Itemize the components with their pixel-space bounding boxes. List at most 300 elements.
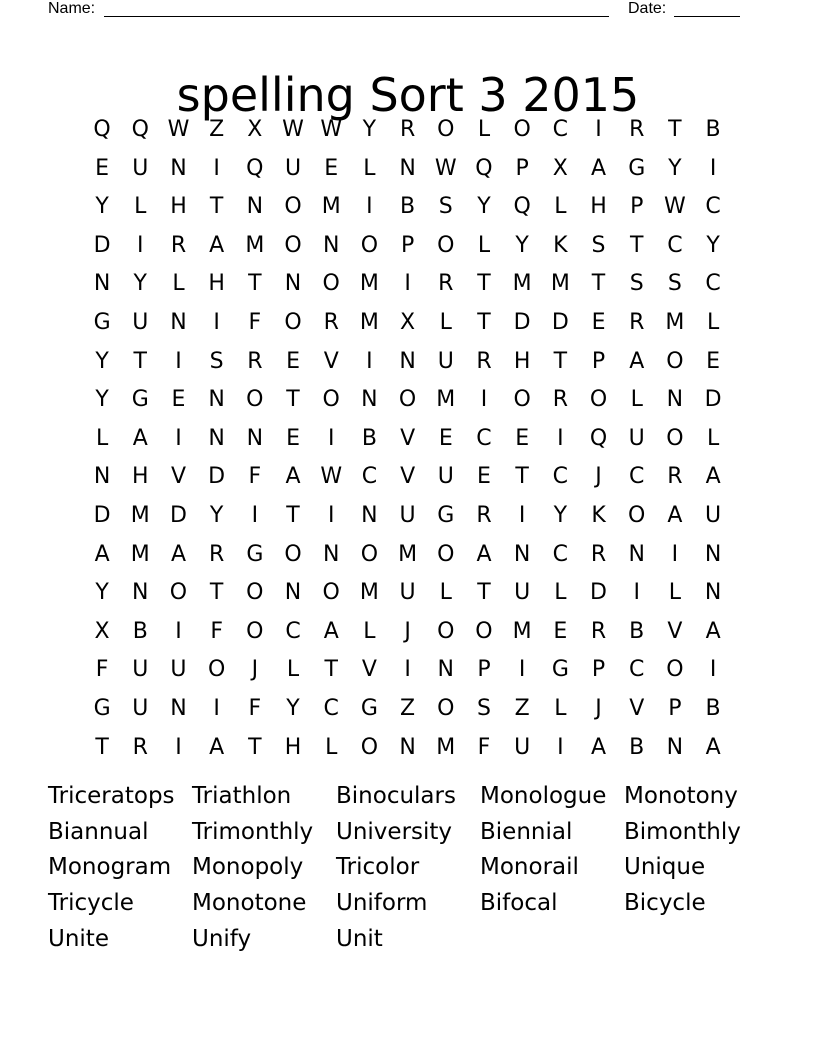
grid-cell[interactable]: E	[286, 348, 300, 374]
grid-cell[interactable]: N	[399, 155, 416, 181]
grid-cell[interactable]: N	[666, 734, 684, 760]
grid-cell[interactable]: C	[667, 232, 683, 258]
grid-cell[interactable]: X	[552, 155, 568, 181]
grid-cell[interactable]: G	[628, 155, 646, 181]
grid-cell[interactable]: G	[93, 695, 111, 721]
grid-cell[interactable]: O	[284, 309, 302, 335]
grid-cell[interactable]: M	[321, 194, 341, 220]
grid-cell[interactable]: O	[284, 194, 302, 220]
grid-cell[interactable]: M	[550, 271, 570, 297]
grid-cell[interactable]: Y	[286, 695, 300, 721]
grid-cell[interactable]: L	[363, 155, 376, 181]
word-list-item: Monopoly	[192, 854, 304, 881]
word-list-item: Triathlon	[192, 783, 292, 809]
grid-cell[interactable]: O	[437, 618, 455, 644]
grid-cell[interactable]: I	[557, 425, 564, 451]
grid-cell[interactable]: D	[169, 502, 187, 528]
grid-cell[interactable]: O	[207, 657, 226, 683]
grid-cell[interactable]: U	[437, 464, 454, 490]
grid-cell[interactable]: U	[705, 502, 722, 528]
grid-cell[interactable]: X	[94, 618, 110, 644]
grid-cell[interactable]: S	[591, 232, 606, 258]
grid-cell[interactable]: T	[286, 502, 300, 528]
grid-cell[interactable]: R	[438, 271, 454, 297]
grid-cell[interactable]: R	[667, 464, 683, 490]
grid-cell[interactable]: E	[95, 155, 110, 181]
grid-cell[interactable]: Y	[362, 117, 377, 142]
grid-cell[interactable]: X	[400, 309, 416, 335]
grid-cell[interactable]: T	[668, 117, 682, 142]
grid-cell[interactable]: A	[705, 618, 721, 644]
grid-cell[interactable]: N	[666, 387, 684, 413]
grid-cell[interactable]: N	[170, 695, 187, 721]
grid-cell[interactable]: N	[208, 425, 225, 451]
grid-cell[interactable]: G	[131, 387, 149, 413]
grid-cell[interactable]: E	[553, 618, 568, 644]
grid-cell[interactable]: E	[515, 425, 530, 451]
grid-cell[interactable]: E	[438, 425, 453, 451]
grid-cell[interactable]: I	[633, 580, 640, 606]
grid-cell[interactable]: Y	[95, 194, 109, 220]
grid-cell[interactable]: S	[629, 271, 644, 297]
word-list-item: Uniform	[336, 890, 428, 917]
grid-cell[interactable]: H	[170, 194, 187, 220]
grid-cell[interactable]: T	[629, 232, 644, 258]
grid-cell[interactable]: O	[169, 580, 188, 606]
grid-cell[interactable]: N	[399, 348, 416, 374]
grid-cell[interactable]: T	[95, 734, 109, 760]
grid-cell[interactable]: O	[437, 695, 455, 721]
grid-cell[interactable]: U	[132, 695, 149, 721]
grid-cell[interactable]: O	[437, 117, 455, 142]
grid-cell[interactable]: O	[666, 657, 684, 683]
grid-cell[interactable]: F	[248, 464, 262, 490]
grid-cell[interactable]: Y	[95, 387, 109, 413]
grid-cell[interactable]: V	[629, 695, 645, 721]
grid-cell[interactable]: S	[667, 271, 682, 297]
grid-cell[interactable]: N	[284, 580, 302, 606]
grid-cell[interactable]: Z	[514, 695, 530, 721]
grid-cell[interactable]: Z	[209, 117, 225, 142]
grid-cell[interactable]: I	[366, 194, 373, 220]
grid-cell[interactable]: G	[360, 695, 378, 721]
grid-cell[interactable]: L	[95, 425, 109, 451]
grid-cell[interactable]: R	[590, 618, 607, 644]
grid-cell[interactable]: A	[591, 155, 607, 181]
grid-cell[interactable]: N	[361, 502, 378, 528]
grid-cell[interactable]: Q	[589, 425, 608, 451]
grid-cell[interactable]: W	[320, 117, 343, 142]
grid-cell[interactable]: L	[706, 425, 720, 451]
grid-cell[interactable]: R	[209, 541, 225, 567]
grid-cell[interactable]: O	[628, 502, 646, 528]
grid-cell[interactable]: A	[285, 464, 301, 490]
grid-cell[interactable]: N	[132, 580, 149, 606]
grid-cell[interactable]: R	[323, 309, 339, 335]
grid-cell[interactable]: T	[209, 194, 224, 220]
grid-cell[interactable]: R	[247, 348, 263, 374]
grid-cell[interactable]: I	[175, 348, 182, 374]
grid-cell[interactable]: O	[475, 618, 493, 644]
grid-cell[interactable]: A	[591, 734, 607, 760]
grid-cell[interactable]: I	[404, 657, 411, 683]
grid-cell[interactable]: Q	[93, 117, 111, 142]
grid-cell[interactable]: M	[398, 541, 418, 567]
grid-cell[interactable]: E	[324, 155, 339, 181]
grid-cell[interactable]: N	[246, 194, 264, 220]
grid-cell[interactable]: D	[513, 309, 531, 335]
grid-cell[interactable]: Q	[475, 155, 493, 181]
grid-cell[interactable]: T	[133, 348, 147, 374]
grid-cell[interactable]: M	[359, 580, 379, 606]
grid-cell[interactable]: M	[245, 232, 265, 258]
grid-cell[interactable]: L	[477, 117, 491, 142]
grid-cell[interactable]: I	[213, 695, 220, 721]
grid-cell[interactable]: L	[554, 695, 567, 721]
grid-cell[interactable]: L	[554, 194, 567, 220]
grid-cell[interactable]: O	[437, 232, 455, 258]
grid-cell[interactable]: V	[400, 464, 416, 490]
grid-cell[interactable]: G	[551, 657, 569, 683]
grid-cell[interactable]: C	[552, 117, 569, 142]
grid-cell[interactable]: T	[553, 348, 568, 374]
grid-cell[interactable]: O	[666, 348, 684, 374]
grid-cell[interactable]: T	[477, 580, 491, 606]
grid-cell[interactable]: I	[671, 541, 679, 567]
grid-cell[interactable]: R	[476, 502, 492, 528]
grid-cell[interactable]: Z	[400, 695, 416, 721]
grid-cell[interactable]: Y	[477, 194, 491, 220]
grid-cell[interactable]: R	[629, 309, 645, 335]
grid-cell[interactable]: D	[551, 309, 569, 335]
grid-cell[interactable]: S	[476, 695, 491, 721]
grid-cell[interactable]: J	[595, 464, 602, 490]
grid-cell[interactable]: M	[512, 618, 532, 644]
grid-cell[interactable]: I	[366, 348, 373, 374]
grid-cell[interactable]: P	[630, 194, 644, 220]
grid-cell[interactable]: M	[130, 541, 150, 567]
grid-cell[interactable]: Y	[515, 232, 529, 258]
grid-cell[interactable]: E	[591, 309, 606, 335]
grid-cell[interactable]: N	[322, 541, 340, 567]
grid-cell[interactable]: N	[322, 232, 340, 258]
grid-cell[interactable]: L	[439, 580, 452, 606]
grid-cell[interactable]: U	[284, 155, 302, 181]
grid-cell[interactable]: Y	[668, 155, 682, 181]
grid-cell[interactable]: U	[399, 502, 416, 528]
grid-cell[interactable]: R	[399, 117, 416, 142]
grid-cell[interactable]: U	[514, 734, 531, 760]
grid-cell[interactable]: Q	[131, 117, 149, 142]
grid-cell[interactable]: N	[93, 464, 111, 490]
grid-cell[interactable]: O	[360, 734, 379, 760]
grid-cell[interactable]: O	[360, 541, 379, 567]
grid-cell[interactable]: U	[514, 580, 531, 606]
grid-cell[interactable]: A	[476, 541, 492, 567]
grid-cell[interactable]: L	[706, 309, 720, 335]
grid-cell[interactable]: T	[209, 580, 224, 606]
grid-cell[interactable]: Q	[513, 194, 531, 220]
grid-cell[interactable]: C	[629, 464, 645, 490]
grid-cell[interactable]: C	[552, 464, 569, 490]
grid-cell[interactable]: U	[437, 348, 454, 374]
grid-cell[interactable]: N	[399, 734, 416, 760]
grid-cell[interactable]: B	[705, 117, 721, 142]
grid-cell[interactable]: B	[629, 618, 645, 644]
grid-cell[interactable]: V	[323, 348, 339, 374]
grid-cell[interactable]: C	[552, 541, 569, 567]
grid-cell[interactable]: I	[480, 387, 488, 413]
grid-cell[interactable]: F	[248, 309, 262, 335]
grid-cell[interactable]: S	[209, 348, 224, 374]
grid-cell[interactable]: L	[668, 580, 682, 606]
grid-cell[interactable]: I	[327, 502, 335, 528]
grid-cell[interactable]: P	[400, 232, 415, 258]
grid-cell[interactable]: Y	[553, 502, 568, 528]
grid-cell[interactable]: N	[93, 271, 111, 297]
grid-cell[interactable]: T	[248, 734, 262, 760]
grid-cell[interactable]: W	[320, 464, 343, 490]
grid-cell[interactable]: F	[477, 734, 491, 760]
grid-cell[interactable]: H	[284, 734, 302, 760]
grid-cell[interactable]: P	[591, 348, 606, 374]
grid-cell[interactable]: A	[323, 618, 339, 644]
grid-cell[interactable]: L	[363, 618, 376, 644]
grid-cell[interactable]: U	[132, 309, 149, 335]
grid-cell[interactable]: N	[246, 425, 264, 451]
grid-cell[interactable]: O	[666, 425, 684, 451]
grid-cell[interactable]: P	[591, 657, 606, 683]
grid-cell[interactable]: D	[208, 464, 226, 490]
grid-cell[interactable]: A	[705, 734, 721, 760]
header	[48, 0, 748, 20]
grid-cell[interactable]: I	[175, 734, 182, 760]
word-list-item: Triceratops	[48, 783, 175, 809]
grid-cell[interactable]: J	[404, 618, 411, 644]
grid-cell[interactable]: X	[247, 117, 263, 142]
grid-cell[interactable]: I	[518, 657, 526, 683]
grid-cell[interactable]: V	[170, 464, 186, 490]
grid-cell[interactable]: A	[209, 734, 225, 760]
grid-cell[interactable]: M	[130, 502, 150, 528]
grid-cell[interactable]: P	[477, 657, 491, 683]
grid-cell[interactable]: E	[477, 464, 491, 490]
grid-cell[interactable]: A	[209, 232, 225, 258]
grid-cell[interactable]: V	[361, 657, 377, 683]
grid-cell[interactable]: H	[132, 464, 149, 490]
grid-cell[interactable]: Q	[246, 155, 264, 181]
grid-cell[interactable]: G	[437, 502, 455, 528]
grid-cell[interactable]: Y	[706, 232, 720, 258]
grid-cell[interactable]: N	[170, 155, 187, 181]
grid-cell[interactable]: A	[667, 502, 683, 528]
grid-cell[interactable]: C	[705, 194, 721, 220]
grid-cell[interactable]: R	[132, 734, 148, 760]
grid-cell[interactable]: F	[248, 695, 262, 721]
grid-cell[interactable]: B	[132, 618, 148, 644]
grid-cell[interactable]: H	[590, 194, 607, 220]
grid-cell[interactable]: T	[591, 271, 606, 297]
grid-cell[interactable]: Y	[133, 271, 147, 297]
grid-cell[interactable]: Y	[95, 348, 109, 374]
grid-cell[interactable]: L	[630, 387, 643, 413]
grid-cell[interactable]: I	[557, 734, 564, 760]
grid-cell[interactable]: T	[477, 309, 491, 335]
grid-cell[interactable]: R	[552, 387, 568, 413]
grid-cell[interactable]: V	[667, 618, 683, 644]
grid-cell[interactable]: W	[664, 194, 686, 220]
grid-cell[interactable]: I	[251, 502, 259, 528]
grid-cell[interactable]: C	[476, 425, 492, 451]
grid-cell[interactable]: E	[171, 387, 186, 413]
grid-cell[interactable]: U	[132, 155, 149, 181]
grid-cell[interactable]: N	[170, 309, 187, 335]
grid-cell[interactable]: L	[172, 271, 185, 297]
grid-cell[interactable]: N	[704, 541, 722, 567]
grid-cell[interactable]: Y	[209, 502, 224, 528]
grid-cell[interactable]: O	[437, 541, 455, 567]
grid-cell[interactable]: B	[705, 695, 721, 721]
grid-cell[interactable]: T	[248, 271, 262, 297]
grid-cell[interactable]: O	[589, 387, 608, 413]
date-blank-line[interactable]	[674, 0, 740, 17]
word-list	[48, 779, 788, 957]
word-list-item: Unify	[192, 925, 252, 952]
grid-cell[interactable]: I	[518, 502, 526, 528]
grid-cell[interactable]: T	[324, 657, 338, 683]
grid-cell[interactable]: O	[246, 580, 264, 606]
grid-cell[interactable]: I	[595, 117, 602, 142]
grid-cell[interactable]: N	[208, 387, 225, 413]
grid-cell[interactable]: N	[513, 541, 531, 567]
grid-cell[interactable]: R	[590, 541, 607, 567]
grid-cell[interactable]: C	[629, 657, 645, 683]
grid-cell[interactable]: L	[286, 657, 300, 683]
grid-cell[interactable]: I	[404, 271, 411, 297]
grid-cell[interactable]: O	[322, 580, 340, 606]
grid-cell[interactable]: S	[438, 194, 453, 220]
grid-cell[interactable]: E	[286, 425, 300, 451]
grid-cell[interactable]: H	[208, 271, 225, 297]
grid-cell[interactable]: O	[284, 232, 302, 258]
grid-cell[interactable]: J	[595, 695, 602, 721]
grid-cell[interactable]: M	[359, 309, 379, 335]
grid-cell[interactable]: N	[628, 541, 645, 567]
grid-cell[interactable]: B	[629, 734, 645, 760]
grid-cell[interactable]: A	[94, 541, 110, 567]
grid-cell[interactable]: O	[246, 618, 264, 644]
grid-cell[interactable]: O	[322, 387, 340, 413]
grid-cell[interactable]: O	[284, 541, 302, 567]
word-list-item: Monorail	[480, 854, 579, 881]
grid-cell[interactable]: W	[434, 155, 457, 181]
grid-cell[interactable]: M	[512, 271, 532, 297]
grid-cell[interactable]: O	[513, 117, 531, 142]
grid-cell[interactable]: O	[360, 232, 379, 258]
grid-cell[interactable]: O	[398, 387, 417, 413]
grid-cell[interactable]: A	[629, 348, 645, 374]
grid-cell[interactable]: I	[137, 232, 144, 258]
grid-cell[interactable]: G	[246, 541, 264, 567]
grid-cell[interactable]: C	[361, 464, 378, 490]
grid-cell[interactable]: N	[437, 657, 455, 683]
grid-cell[interactable]: I	[213, 155, 220, 181]
grid-cell[interactable]: E	[706, 348, 721, 374]
grid-cell[interactable]: A	[170, 541, 186, 567]
grid-cell[interactable]: L	[325, 734, 338, 760]
grid-cell[interactable]: I	[175, 425, 182, 451]
grid-cell[interactable]: B	[400, 194, 416, 220]
grid-cell[interactable]: T	[515, 464, 529, 490]
grid-cell[interactable]: L	[554, 580, 567, 606]
grid-cell[interactable]: K	[591, 502, 606, 528]
grid-cell[interactable]: L	[134, 194, 147, 220]
grid-cell[interactable]: B	[361, 425, 377, 451]
grid-cell[interactable]: O	[322, 271, 340, 297]
grid-cell[interactable]: G	[93, 309, 111, 335]
grid-cell[interactable]: I	[709, 657, 717, 683]
grid-cell[interactable]: I	[327, 425, 335, 451]
grid-cell[interactable]: R	[170, 232, 187, 258]
grid-cell[interactable]: D	[590, 580, 607, 606]
grid-cell[interactable]: C	[285, 618, 301, 644]
grid-cell[interactable]: M	[665, 309, 685, 335]
grid-cell[interactable]: U	[170, 657, 187, 683]
grid-cell[interactable]: D	[93, 232, 111, 258]
grid-cell[interactable]: K	[553, 232, 568, 258]
grid-cell[interactable]: T	[477, 271, 491, 297]
grid-cell[interactable]: T	[286, 387, 300, 413]
grid-cell[interactable]: W	[282, 117, 304, 142]
grid-cell[interactable]: O	[513, 387, 531, 413]
grid-cell[interactable]: D	[93, 502, 111, 528]
grid-cell[interactable]: M	[436, 734, 456, 760]
grid-cell[interactable]: P	[668, 695, 682, 721]
grid-cell[interactable]: I	[175, 618, 182, 644]
grid-cell[interactable]: C	[705, 271, 721, 297]
grid-cell[interactable]: M	[436, 387, 456, 413]
grid-cell[interactable]: P	[515, 155, 529, 181]
grid-cell[interactable]: V	[400, 425, 416, 451]
grid-cell[interactable]: U	[399, 580, 416, 606]
grid-cell[interactable]: W	[167, 117, 190, 142]
grid-cell[interactable]: U	[132, 657, 149, 683]
grid-cell[interactable]: F	[95, 657, 109, 683]
grid-cell[interactable]: I	[213, 309, 220, 335]
name-blank-line[interactable]	[104, 0, 609, 17]
grid-cell[interactable]: L	[477, 232, 491, 258]
grid-cell[interactable]: M	[359, 271, 379, 297]
grid-cell[interactable]: N	[284, 271, 302, 297]
grid-cell[interactable]: A	[705, 464, 721, 490]
grid-cell[interactable]: D	[704, 387, 722, 413]
grid-cell[interactable]: R	[629, 117, 645, 142]
grid-cell[interactable]: L	[439, 309, 452, 335]
grid-cell[interactable]: U	[628, 425, 645, 451]
grid-cell[interactable]: R	[476, 348, 492, 374]
grid-cell[interactable]: J	[251, 657, 259, 683]
grid-cell[interactable]: C	[323, 695, 339, 721]
grid-cell[interactable]: I	[709, 155, 717, 181]
grid-cell[interactable]: A	[132, 425, 148, 451]
grid-cell[interactable]: O	[246, 387, 264, 413]
grid-cell[interactable]: H	[513, 348, 531, 374]
grid-cell[interactable]: Y	[95, 580, 109, 606]
grid-cell[interactable]: N	[704, 580, 722, 606]
grid-cell[interactable]: F	[210, 618, 223, 644]
grid-cell[interactable]: N	[361, 387, 378, 413]
word-list-item: Monotony	[624, 783, 738, 809]
